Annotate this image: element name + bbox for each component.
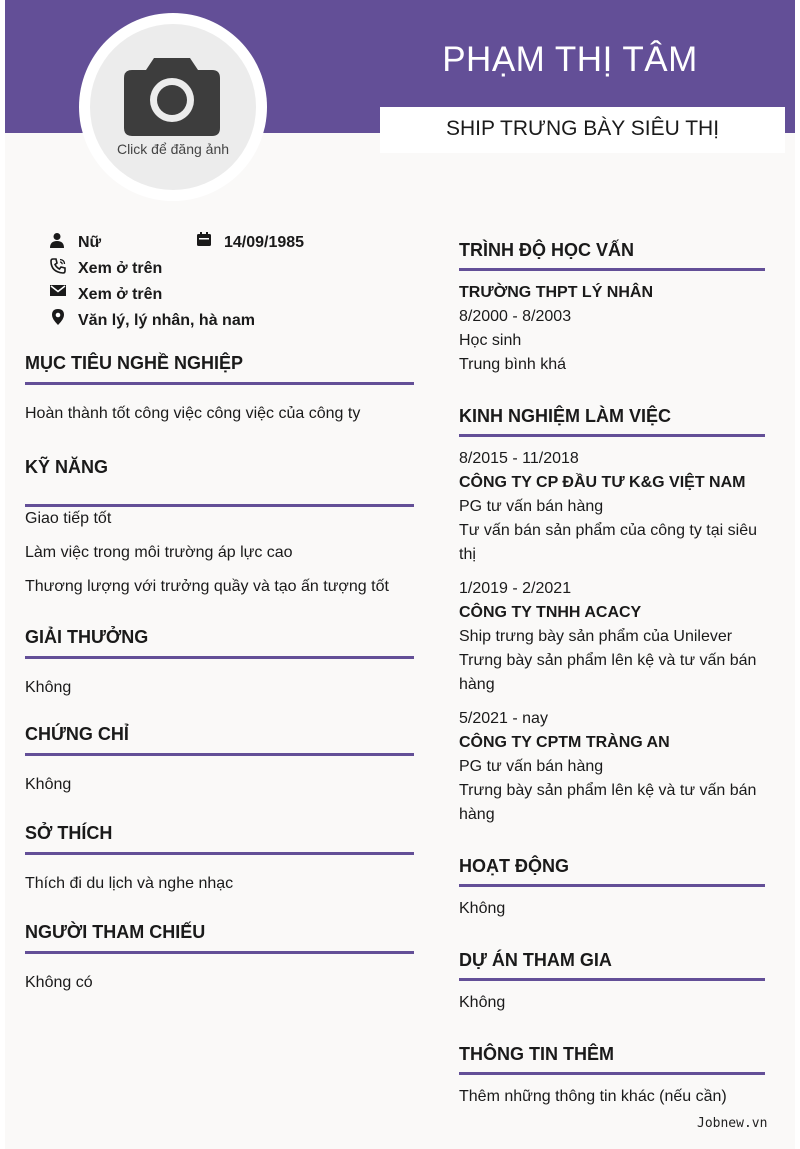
job-title: SHIP TRƯNG BÀY SIÊU THỊ bbox=[445, 117, 720, 140]
education-major: Học sinh bbox=[459, 332, 522, 349]
references-divider bbox=[25, 951, 414, 954]
job-period: 8/2015 - 11/2018 bbox=[459, 450, 579, 467]
skill-item: Thương lượng với trưởng quầy và tạo ấn tượng tốt bbox=[25, 578, 389, 595]
job-period: 1/2019 - 2/2021 bbox=[459, 580, 572, 597]
job-period: 5/2021 - nay bbox=[459, 710, 548, 727]
certificates-text: Không bbox=[25, 776, 72, 793]
job-role: PG tư vấn bán hàng bbox=[459, 758, 604, 775]
awards-divider bbox=[25, 656, 414, 659]
phone-icon bbox=[50, 258, 66, 274]
education-divider bbox=[459, 268, 765, 271]
job-company: CÔNG TY CP ĐẦU TƯ K&G VIỆT NAM bbox=[459, 474, 746, 491]
gender-value: Nữ bbox=[78, 234, 102, 251]
objective-text: Hoàn thành tốt công việc công việc của công ty bbox=[25, 405, 361, 422]
education-grade: Trung bình khá bbox=[459, 356, 567, 373]
birthday-value: 14/09/1985 bbox=[224, 234, 305, 251]
projects-text: Không bbox=[459, 994, 506, 1011]
job-role: Ship trưng bày sản phẩm của Unilever bbox=[459, 628, 733, 645]
address-value: Văn lý, lý nhân, hà nam bbox=[78, 312, 255, 329]
email-value: Xem ở trên bbox=[78, 286, 163, 303]
projects-title: DỰ ÁN THAM GIA bbox=[459, 950, 612, 970]
footer-brand: Jobnew.vn bbox=[697, 1116, 768, 1131]
education-period: 8/2000 - 8/2003 bbox=[459, 308, 572, 325]
activities-text: Không bbox=[459, 900, 506, 917]
experience-title: KINH NGHIỆM LÀM VIỆC bbox=[459, 406, 672, 426]
references-text: Không có bbox=[25, 974, 93, 991]
education-school: TRƯỜNG THPT LÝ NHÂN bbox=[459, 284, 654, 301]
awards-title: GIẢI THƯỞNG bbox=[25, 627, 149, 647]
hobbies-text: Thích đi du lịch và nghe nhạc bbox=[25, 875, 234, 892]
projects-divider bbox=[459, 978, 765, 981]
skill-item: Làm việc trong môi trường áp lực cao bbox=[25, 544, 293, 561]
phone-value: Xem ở trên bbox=[78, 260, 163, 277]
job-company: CÔNG TY TNHH ACACY bbox=[459, 604, 642, 621]
job-description: thị bbox=[459, 546, 476, 563]
references-title: NGƯỜI THAM CHIẾU bbox=[25, 922, 206, 942]
job-description: Trưng bày sản phẩm lên kệ và tư vấn bán bbox=[459, 652, 757, 669]
additional-text: Thêm những thông tin khác (nếu cần) bbox=[459, 1088, 727, 1105]
camera-icon[interactable] bbox=[124, 52, 220, 136]
hobbies-title: SỞ THÍCH bbox=[25, 823, 113, 843]
job-description: hàng bbox=[459, 676, 495, 693]
education-title: TRÌNH ĐỘ HỌC VẤN bbox=[459, 240, 634, 260]
person-icon bbox=[49, 232, 65, 248]
job-description: hàng bbox=[459, 806, 495, 823]
certificates-divider bbox=[25, 753, 414, 756]
activities-title: HOẠT ĐỘNG bbox=[459, 856, 569, 876]
mail-icon bbox=[50, 283, 66, 299]
job-role: PG tư vấn bán hàng bbox=[459, 498, 604, 515]
certificates-title: CHỨNG CHỈ bbox=[25, 724, 129, 744]
awards-text: Không bbox=[25, 679, 72, 696]
experience-divider bbox=[459, 434, 765, 437]
additional-title: THÔNG TIN THÊM bbox=[459, 1044, 614, 1064]
skill-item: Giao tiếp tốt bbox=[25, 510, 112, 527]
job-description: Trưng bày sản phẩm lên kệ và tư vấn bán bbox=[459, 782, 757, 799]
job-description: Tư vấn bán sản phẩm của công ty tại siêu bbox=[459, 522, 757, 539]
candidate-name: PHẠM THỊ TÂM bbox=[442, 40, 698, 79]
objective-divider bbox=[25, 382, 414, 385]
avatar-upload-label[interactable]: Click để đăng ảnh bbox=[116, 141, 230, 157]
job-company: CÔNG TY CPTM TRÀNG AN bbox=[459, 734, 670, 751]
objective-title: MỤC TIÊU NGHỀ NGHIỆP bbox=[25, 353, 244, 373]
hobbies-divider bbox=[25, 852, 414, 855]
skills-title: KỸ NĂNG bbox=[25, 457, 109, 477]
calendar-icon bbox=[196, 231, 212, 247]
additional-divider bbox=[459, 1072, 765, 1075]
activities-divider bbox=[459, 884, 765, 887]
location-pin-icon bbox=[50, 309, 66, 325]
